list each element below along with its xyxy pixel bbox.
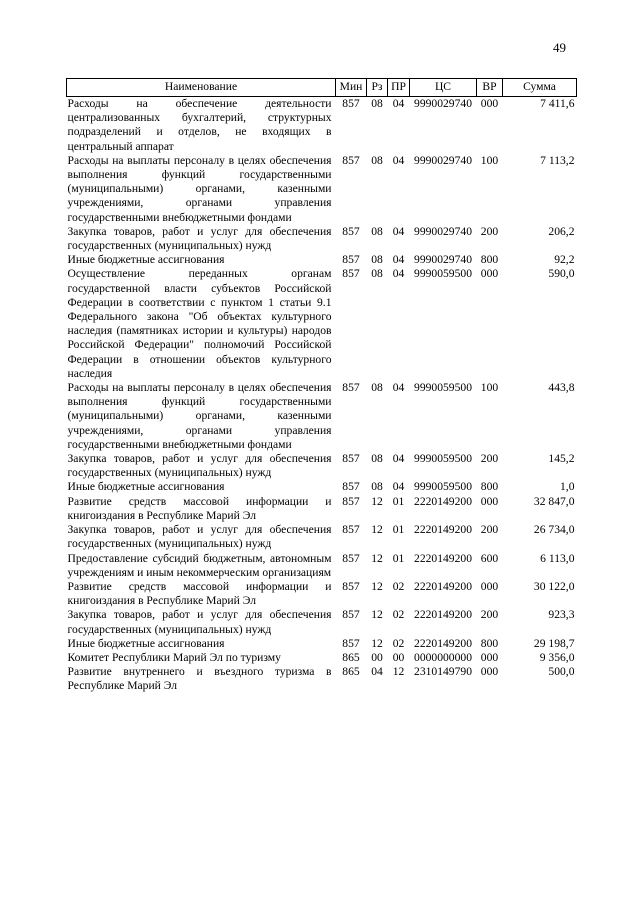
cell-cs: 9990029740 xyxy=(414,153,472,167)
table-row xyxy=(67,381,577,452)
cell-min: 865 xyxy=(342,665,360,679)
cell-pr: 02 xyxy=(392,579,405,593)
cell-pr: 02 xyxy=(392,636,405,650)
cell-vr: 100 xyxy=(480,153,499,167)
cell-pr: 04 xyxy=(392,224,405,238)
cell-name: Развитие средств массовой информации и книгоиздания в Республике Марий Эл xyxy=(67,579,332,608)
table-row xyxy=(67,253,577,267)
cell-name: Развитие внутреннего и въездного туризма в Республике Марий Эл xyxy=(67,665,332,693)
cell-min: 857 xyxy=(342,381,360,395)
header-rz: Рз xyxy=(367,79,388,97)
cell-sum: 206,2 xyxy=(548,224,575,238)
cell-rz: 08 xyxy=(371,267,383,281)
table-body xyxy=(67,97,577,694)
table-row xyxy=(67,651,577,665)
cell-min: 857 xyxy=(342,480,360,494)
page-number: 49 xyxy=(553,40,566,55)
cell-rz: 00 xyxy=(371,650,383,664)
cell-rz: 08 xyxy=(371,452,383,466)
cell-name: Закупка товаров, работ и услуг для обеспечения государственных (муниципальных) нужд xyxy=(67,523,332,551)
cell-min: 857 xyxy=(342,608,360,622)
cell-sum: 26 734,0 xyxy=(533,523,575,537)
cell-sum: 500,0 xyxy=(548,665,575,679)
cell-sum: 32 847,0 xyxy=(533,494,575,508)
table-row xyxy=(67,452,577,480)
table-row xyxy=(67,608,577,636)
cell-cs: 9990059500 xyxy=(414,452,472,466)
cell-name: Иные бюджетные ассигнования xyxy=(67,480,225,494)
cell-pr: 04 xyxy=(392,153,405,167)
header-pr: ПР xyxy=(388,79,410,97)
table-row xyxy=(67,154,577,225)
table-row xyxy=(67,480,577,494)
cell-min: 857 xyxy=(342,253,360,267)
cell-cs: 9990059500 xyxy=(414,480,472,494)
cell-min: 857 xyxy=(342,97,360,110)
cell-rz: 08 xyxy=(371,480,383,494)
table-row xyxy=(67,267,577,381)
cell-pr: 02 xyxy=(392,608,405,622)
cell-name: Предоставление субсидий бюджетным, автономным учреждениям и иным некоммерческим организациям xyxy=(67,551,332,579)
cell-cs: 9990029740 xyxy=(414,253,472,267)
cell-sum: 7 411,6 xyxy=(540,97,575,110)
cell-min: 857 xyxy=(342,494,360,508)
cell-rz: 12 xyxy=(371,579,383,593)
cell-name: Осуществление переданных органам государственной власти субъектов Российской Федерации в соответствии с пунктом 1 статьи 9.1 Федерального закона "Об объектах культурного наследия (памятниках истории и культуры) народов Российской Федерации" полномочий Российской Федерации в отношении объектов культурного наследия xyxy=(67,267,332,380)
cell-name: Расходы на выплаты персоналу в целях обеспечения выполнения функций государственными (муниципальными) органами, казенными учреждениями, органами управления государственными внебюджетными фондами xyxy=(67,153,332,224)
cell-cs: 2220149200 xyxy=(414,579,472,593)
header-sum: Сумма xyxy=(503,79,577,97)
cell-sum: 443,8 xyxy=(548,381,575,395)
cell-rz: 04 xyxy=(371,665,383,679)
cell-cs: 2220149200 xyxy=(414,636,472,650)
cell-cs: 9990029740 xyxy=(414,97,472,110)
cell-pr: 01 xyxy=(392,523,405,537)
cell-rz: 08 xyxy=(371,153,383,167)
cell-min: 857 xyxy=(342,224,360,238)
cell-name: Закупка товаров, работ и услуг для обеспечения государственных (муниципальных) нужд xyxy=(67,608,332,636)
cell-vr: 000 xyxy=(480,267,499,281)
cell-rz: 08 xyxy=(371,253,383,267)
cell-name: Комитет Республики Марий Эл по туризму xyxy=(67,650,281,664)
table-header-row xyxy=(67,79,577,97)
header-name: Наименование xyxy=(67,79,336,97)
cell-name: Закупка товаров, работ и услуг для обеспечения государственных (муниципальных) нужд xyxy=(67,452,332,480)
cell-vr: 000 xyxy=(480,650,499,664)
cell-name: Расходы на выплаты персоналу в целях обеспечения выполнения функций государственными (муниципальными) органами, казенными учреждениями, органами управления государственными внебюджетными фондами xyxy=(67,381,332,451)
header-cs: ЦС xyxy=(410,79,477,97)
cell-min: 857 xyxy=(342,523,360,537)
cell-pr: 04 xyxy=(392,97,405,110)
cell-vr: 000 xyxy=(480,97,499,110)
cell-vr: 800 xyxy=(480,480,499,494)
cell-pr: 01 xyxy=(392,551,405,565)
table-row xyxy=(67,523,577,551)
cell-pr: 00 xyxy=(392,650,405,664)
cell-min: 857 xyxy=(342,267,360,281)
cell-rz: 12 xyxy=(371,523,383,537)
cell-sum: 7 113,2 xyxy=(540,153,575,167)
cell-rz: 12 xyxy=(371,551,383,565)
cell-vr: 100 xyxy=(480,381,499,395)
cell-name: Иные бюджетные ассигнования xyxy=(67,636,225,650)
cell-pr: 04 xyxy=(392,381,405,395)
cell-pr: 04 xyxy=(392,480,405,494)
cell-vr: 200 xyxy=(480,523,499,537)
cell-vr: 000 xyxy=(480,579,499,593)
cell-pr: 12 xyxy=(392,665,405,679)
header-min: Мин xyxy=(336,79,367,97)
budget-table xyxy=(66,78,577,694)
cell-rz: 08 xyxy=(371,381,383,395)
table-row xyxy=(67,495,577,523)
header-vr: ВР xyxy=(477,79,503,97)
table-row xyxy=(67,665,577,693)
cell-sum: 145,2 xyxy=(548,452,575,466)
table-row xyxy=(67,552,577,580)
cell-cs: 9990029740 xyxy=(414,224,472,238)
cell-vr: 800 xyxy=(480,253,499,267)
cell-min: 857 xyxy=(342,636,360,650)
cell-rz: 12 xyxy=(371,636,383,650)
cell-vr: 800 xyxy=(480,636,499,650)
cell-min: 857 xyxy=(342,551,360,565)
cell-cs: 9990059500 xyxy=(414,381,472,395)
table-row xyxy=(67,580,577,608)
cell-min: 857 xyxy=(342,452,360,466)
cell-cs: 2220149200 xyxy=(414,551,472,565)
cell-sum: 6 113,0 xyxy=(540,551,575,565)
cell-sum: 590,0 xyxy=(548,267,575,281)
cell-vr: 000 xyxy=(480,494,499,508)
cell-rz: 12 xyxy=(371,608,383,622)
cell-cs: 2220149200 xyxy=(414,494,472,508)
cell-name: Закупка товаров, работ и услуг для обеспечения государственных (муниципальных) нужд xyxy=(67,224,332,253)
cell-cs: 0000000000 xyxy=(414,650,472,664)
cell-pr: 01 xyxy=(392,494,405,508)
cell-vr: 000 xyxy=(480,665,499,679)
table-row xyxy=(67,637,577,651)
cell-cs: 2310149790 xyxy=(414,665,472,679)
cell-cs: 2220149200 xyxy=(414,523,472,537)
cell-name: Расходы на обеспечение деятельности централизованных бухгалтерий, структурных подразделений и отделов, не входящих в центральный аппарат xyxy=(67,97,332,153)
cell-rz: 08 xyxy=(371,97,383,110)
table-row xyxy=(67,225,577,253)
cell-rz: 12 xyxy=(371,494,383,508)
cell-pr: 04 xyxy=(392,452,405,466)
cell-sum: 92,2 xyxy=(554,253,575,267)
cell-min: 857 xyxy=(342,153,360,167)
cell-sum: 29 198,7 xyxy=(533,636,575,650)
cell-cs: 9990059500 xyxy=(414,267,472,281)
cell-vr: 200 xyxy=(480,224,499,238)
cell-vr: 600 xyxy=(480,551,499,565)
cell-min: 865 xyxy=(342,650,360,664)
cell-sum: 9 356,0 xyxy=(539,650,575,664)
cell-rz: 08 xyxy=(371,224,383,238)
cell-name: Развитие средств массовой информации и книгоиздания в Республике Марий Эл xyxy=(67,494,332,522)
cell-sum: 1,0 xyxy=(560,480,575,494)
cell-name: Иные бюджетные ассигнования xyxy=(67,253,225,267)
cell-sum: 923,3 xyxy=(548,608,575,622)
table-row xyxy=(67,97,577,154)
cell-vr: 200 xyxy=(480,608,499,622)
cell-pr: 04 xyxy=(392,267,405,281)
cell-vr: 200 xyxy=(480,452,499,466)
cell-min: 857 xyxy=(342,579,360,593)
cell-cs: 2220149200 xyxy=(414,608,472,622)
cell-sum: 30 122,0 xyxy=(533,579,575,593)
cell-pr: 04 xyxy=(392,253,405,267)
